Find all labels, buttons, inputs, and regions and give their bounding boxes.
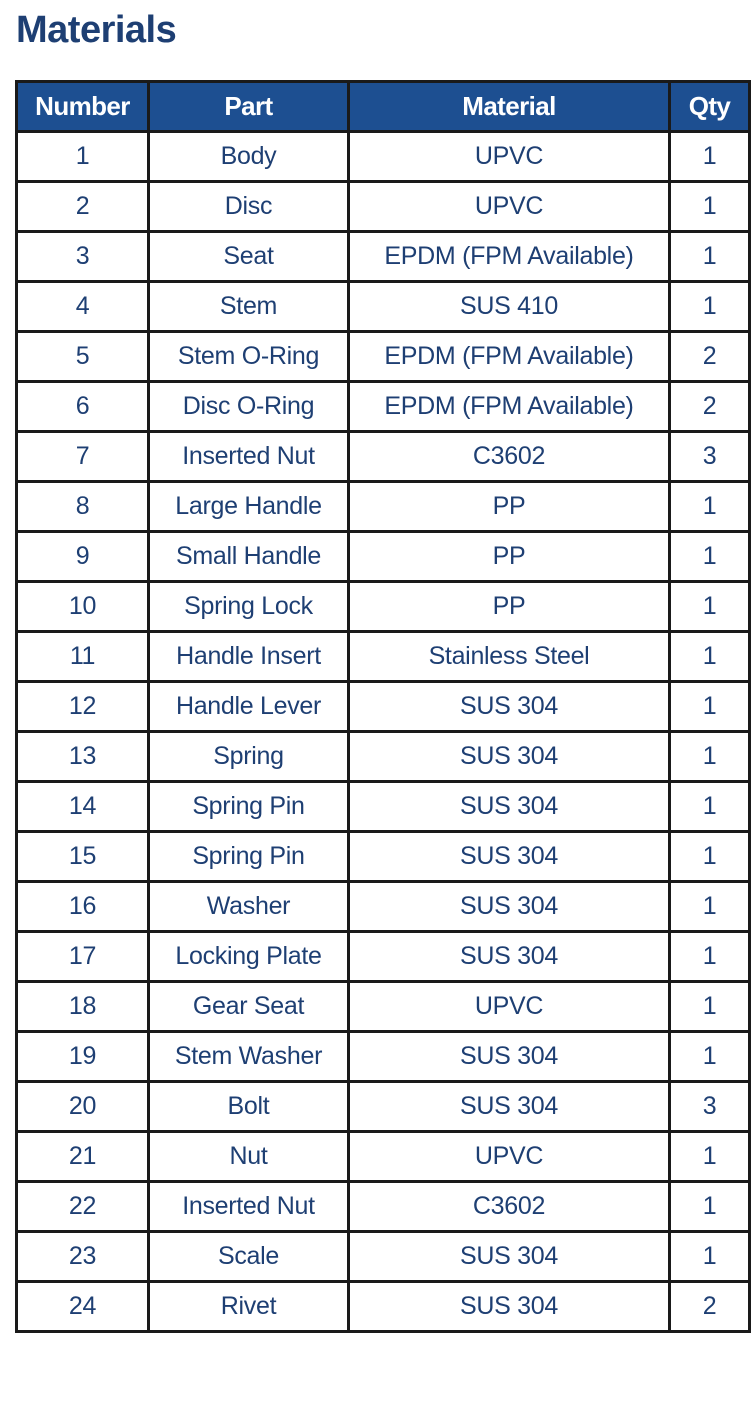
table-row	[17, 432, 750, 482]
cell-material: SUS 304	[349, 1032, 670, 1082]
cell-number: 24	[17, 1282, 149, 1332]
cell-qty: 3	[670, 1082, 750, 1132]
cell-number: 21	[17, 1132, 149, 1182]
cell-material: SUS 304	[349, 682, 670, 732]
cell-qty: 1	[670, 582, 750, 632]
cell-qty: 1	[670, 232, 750, 282]
cell-qty: 1	[670, 632, 750, 682]
cell-part: Spring	[149, 732, 349, 782]
cell-number: 7	[17, 432, 149, 482]
cell-part: Large Handle	[149, 482, 349, 532]
cell-part: Spring Pin	[149, 832, 349, 882]
cell-number: 14	[17, 782, 149, 832]
table-row	[17, 332, 750, 382]
cell-part: Small Handle	[149, 532, 349, 582]
cell-number: 13	[17, 732, 149, 782]
table-row	[17, 182, 750, 232]
table-row	[17, 732, 750, 782]
cell-qty: 1	[670, 132, 750, 182]
column-header-part: Part	[149, 82, 349, 132]
table-row	[17, 582, 750, 632]
cell-qty: 1	[670, 482, 750, 532]
table-row	[17, 982, 750, 1032]
cell-part: Gear Seat	[149, 982, 349, 1032]
column-header-material: Material	[349, 82, 670, 132]
cell-part: Inserted Nut	[149, 432, 349, 482]
table-row	[17, 532, 750, 582]
table-row	[17, 682, 750, 732]
cell-number: 23	[17, 1232, 149, 1282]
cell-number: 18	[17, 982, 149, 1032]
materials-table	[15, 80, 751, 1333]
cell-part: Handle Lever	[149, 682, 349, 732]
cell-number: 15	[17, 832, 149, 882]
cell-part: Inserted Nut	[149, 1182, 349, 1232]
cell-part: Locking Plate	[149, 932, 349, 982]
cell-part: Handle Insert	[149, 632, 349, 682]
table-row	[17, 382, 750, 432]
cell-qty: 1	[670, 832, 750, 882]
cell-qty: 1	[670, 1182, 750, 1232]
cell-qty: 3	[670, 432, 750, 482]
cell-number: 19	[17, 1032, 149, 1082]
cell-material: SUS 304	[349, 782, 670, 832]
cell-material: UPVC	[349, 982, 670, 1032]
cell-number: 5	[17, 332, 149, 382]
cell-qty: 1	[670, 932, 750, 982]
cell-number: 3	[17, 232, 149, 282]
cell-part: Disc	[149, 182, 349, 232]
cell-material: SUS 410	[349, 282, 670, 332]
cell-qty: 1	[670, 1132, 750, 1182]
cell-material: C3602	[349, 1182, 670, 1232]
cell-material: UPVC	[349, 1132, 670, 1182]
cell-qty: 1	[670, 882, 750, 932]
cell-number: 6	[17, 382, 149, 432]
cell-number: 10	[17, 582, 149, 632]
cell-material: SUS 304	[349, 1282, 670, 1332]
table-row	[17, 632, 750, 682]
cell-material: PP	[349, 582, 670, 632]
cell-number: 20	[17, 1082, 149, 1132]
cell-part: Stem	[149, 282, 349, 332]
table-row	[17, 1082, 750, 1132]
cell-qty: 1	[670, 282, 750, 332]
column-header-number: Number	[17, 82, 149, 132]
cell-part: Spring Lock	[149, 582, 349, 632]
cell-part: Body	[149, 132, 349, 182]
table-body	[17, 132, 750, 1332]
cell-material: EPDM (FPM Available)	[349, 382, 670, 432]
cell-number: 8	[17, 482, 149, 532]
cell-material: UPVC	[349, 182, 670, 232]
cell-part: Nut	[149, 1132, 349, 1182]
cell-qty: 1	[670, 732, 750, 782]
table-row	[17, 282, 750, 332]
cell-material: SUS 304	[349, 882, 670, 932]
cell-material: EPDM (FPM Available)	[349, 332, 670, 382]
cell-qty: 2	[670, 1282, 750, 1332]
cell-number: 22	[17, 1182, 149, 1232]
table-row	[17, 832, 750, 882]
cell-number: 12	[17, 682, 149, 732]
cell-material: C3602	[349, 432, 670, 482]
table-row	[17, 1032, 750, 1082]
cell-material: SUS 304	[349, 1232, 670, 1282]
cell-material: PP	[349, 532, 670, 582]
cell-material: SUS 304	[349, 932, 670, 982]
cell-qty: 1	[670, 682, 750, 732]
cell-part: Rivet	[149, 1282, 349, 1332]
cell-qty: 1	[670, 1032, 750, 1082]
cell-qty: 1	[670, 182, 750, 232]
cell-part: Scale	[149, 1232, 349, 1282]
cell-qty: 1	[670, 532, 750, 582]
cell-part: Bolt	[149, 1082, 349, 1132]
cell-number: 17	[17, 932, 149, 982]
cell-material: Stainless Steel	[349, 632, 670, 682]
cell-material: SUS 304	[349, 732, 670, 782]
table-row	[17, 482, 750, 532]
cell-number: 11	[17, 632, 149, 682]
cell-material: SUS 304	[349, 1082, 670, 1132]
table-row	[17, 882, 750, 932]
cell-qty: 1	[670, 1232, 750, 1282]
column-header-qty: Qty	[670, 82, 750, 132]
page-title: Materials	[16, 9, 177, 51]
cell-part: Washer	[149, 882, 349, 932]
cell-qty: 1	[670, 982, 750, 1032]
table-row	[17, 1232, 750, 1282]
table-header	[17, 82, 750, 132]
table-row	[17, 132, 750, 182]
cell-part: Spring Pin	[149, 782, 349, 832]
table-header-row	[17, 82, 750, 132]
cell-material: PP	[349, 482, 670, 532]
table-row	[17, 782, 750, 832]
table-row	[17, 1132, 750, 1182]
cell-number: 1	[17, 132, 149, 182]
table-row	[17, 232, 750, 282]
cell-qty: 2	[670, 382, 750, 432]
cell-material: EPDM (FPM Available)	[349, 232, 670, 282]
table-row	[17, 1282, 750, 1332]
cell-material: SUS 304	[349, 832, 670, 882]
cell-part: Disc O-Ring	[149, 382, 349, 432]
cell-part: Seat	[149, 232, 349, 282]
cell-qty: 1	[670, 782, 750, 832]
cell-number: 16	[17, 882, 149, 932]
cell-number: 2	[17, 182, 149, 232]
cell-number: 4	[17, 282, 149, 332]
cell-number: 9	[17, 532, 149, 582]
cell-part: Stem O-Ring	[149, 332, 349, 382]
table-row	[17, 1182, 750, 1232]
table-row	[17, 932, 750, 982]
cell-part: Stem Washer	[149, 1032, 349, 1082]
cell-qty: 2	[670, 332, 750, 382]
cell-material: UPVC	[349, 132, 670, 182]
